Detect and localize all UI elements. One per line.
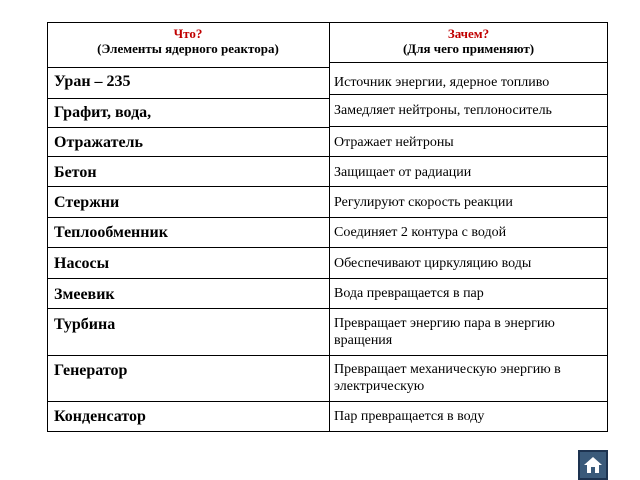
left-row-separator (47, 67, 329, 68)
element-purpose: Вода превращается в пар (334, 286, 484, 301)
home-icon (583, 456, 603, 474)
left-row-separator (47, 127, 329, 128)
element-name: Бетон (54, 164, 97, 181)
left-row-separator (47, 401, 329, 402)
element-name: Стержни (54, 194, 120, 211)
left-row-separator (47, 355, 329, 356)
right-row-separator (329, 156, 607, 157)
right-row-separator (329, 355, 607, 356)
element-name: Теплообменник (54, 224, 168, 241)
header-what-question: Что? (173, 26, 203, 41)
left-row-separator (47, 278, 329, 279)
right-row-separator (329, 217, 607, 218)
element-name: Насосы (54, 255, 110, 272)
element-purpose: Соединяет 2 контура с водой (334, 225, 507, 240)
element-name: Уран – 235 (54, 73, 131, 90)
element-purpose: Отражает нейтроны (334, 135, 454, 150)
element-purpose: Регулируют скорость реакции (334, 195, 513, 210)
header-why-subtitle: (Для чего применяют) (402, 41, 535, 56)
header-why (330, 26, 607, 56)
right-row-separator (329, 401, 607, 402)
element-name: Конденсатор (54, 408, 146, 425)
right-row-separator (329, 62, 607, 63)
left-row-separator (47, 98, 329, 99)
home-button[interactable] (578, 450, 608, 480)
header-what-subtitle: (Элементы ядерного реактора) (97, 41, 279, 56)
right-row-separator (329, 278, 607, 279)
element-purpose: Защищает от радиации (334, 165, 472, 180)
header-why-question: Зачем? (447, 26, 490, 41)
right-row-separator (329, 308, 607, 309)
left-row-separator (47, 308, 329, 309)
element-purpose: Превращает энергию пара в энергию вращения (334, 316, 555, 348)
right-row-separator (329, 126, 607, 127)
element-purpose: Пар превращается в воду (334, 409, 485, 424)
element-name: Графит, вода, (54, 104, 152, 121)
element-name: Отражатель (54, 134, 143, 151)
left-row-separator (47, 247, 329, 248)
element-name: Турбина (54, 316, 116, 333)
element-purpose: Источник энергии, ядерное топливо (334, 75, 550, 90)
element-name: Змеевик (54, 286, 115, 303)
right-row-separator (329, 94, 607, 95)
header-what (48, 26, 328, 56)
element-purpose: Превращает механическую энергию в электрическую (334, 362, 561, 394)
left-row-separator (47, 186, 329, 187)
element-purpose: Замедляет нейтроны, теплоноситель (334, 103, 552, 118)
column-divider (329, 22, 330, 432)
element-purpose: Обеспечивают циркуляцию воды (334, 256, 532, 271)
left-row-separator (47, 156, 329, 157)
left-row-separator (47, 217, 329, 218)
element-name: Генератор (54, 362, 128, 379)
right-row-separator (329, 247, 607, 248)
right-row-separator (329, 186, 607, 187)
